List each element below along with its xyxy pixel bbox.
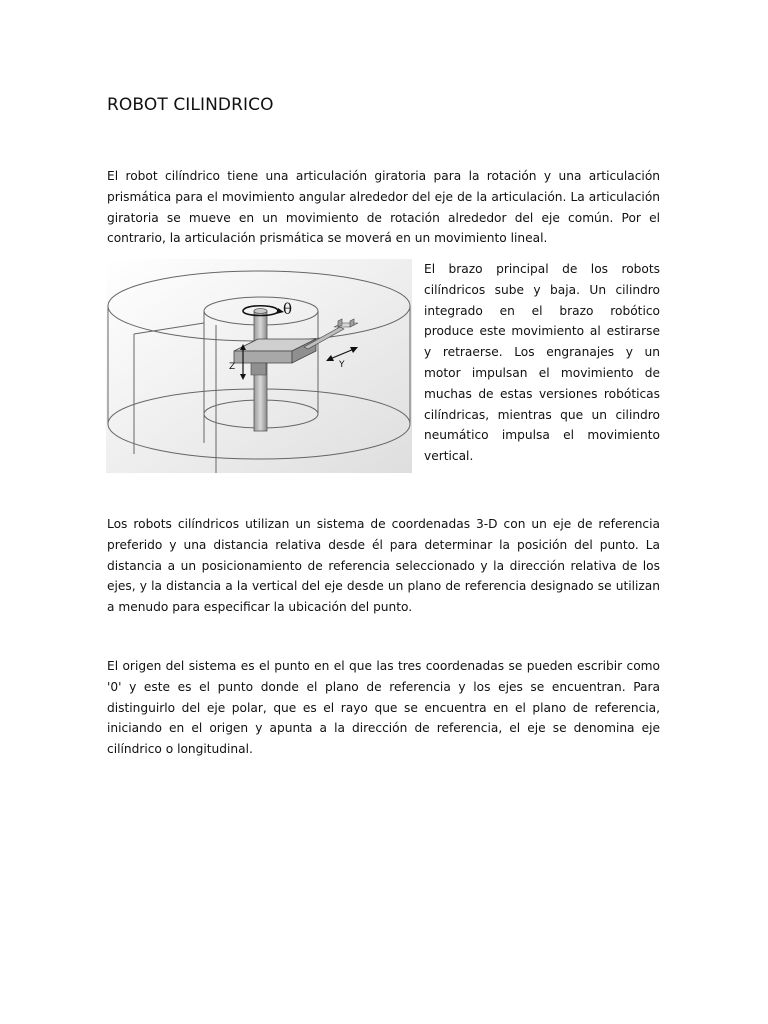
page-title: ROBOT CILINDRICO (107, 95, 274, 115)
cylindrical-robot-figure (106, 259, 412, 473)
theta-label: θ (283, 300, 293, 318)
z-label: Z (229, 362, 236, 372)
paragraph-intro: El robot cilíndrico tiene una articulación giratoria para la rotación y una articulación prismática para el movimiento angular alrededor del eje de la articulación. La articulación giratoria se mueve en un movimiento de rotación alrededor del eje común. Por el contrario, la articulación prismática se moverá en un movimiento lineal. (107, 169, 660, 246)
paragraph-origin: El origen del sistema es el punto en el que las tres coordenadas se pueden escribir como '0' y este es el punto donde el plano de referencia y los ejes se encuentran. Para distinguirlo del eje polar, que es el rayo que se encuentra en el plano de referencia, iniciando en el origen y apunta a la dirección de referencia, el eje se denomina eje cilíndrico o longitudinal. (107, 659, 660, 757)
paragraph-coordinates: Los robots cilíndricos utilizan un sistema de coordenadas 3-D con un eje de referencia preferido y una distancia relativa desde él para determinar la posición del punto. La distancia a un posicionamiento de referencia seleccionado y la dirección relativa de los ejes, y la distancia a la vertical del eje desde un plano de referencia designado se utilizan a menudo para especificar la ubicación del punto. (107, 517, 660, 615)
paragraph-arm: El brazo principal de los robots cilíndricos sube y baja. Un cilindro integrado en el brazo robótico produce este movimiento al estirarse y retraerse. Los engranajes y un motor impulsan el movimiento de muchas de estas versiones robóticas cilíndricas, mientras que un cilindro neumático impulsa el movimiento vertical. (424, 262, 660, 464)
y-label: Y (339, 360, 345, 370)
